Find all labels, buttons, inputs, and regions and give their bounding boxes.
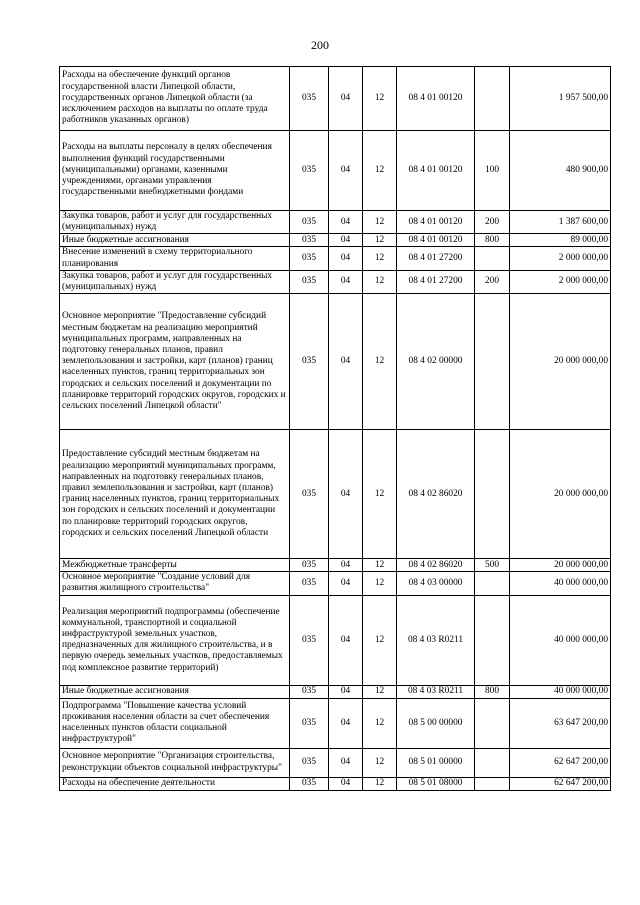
row-section: 04 <box>329 698 363 748</box>
row-amount: 40 000 000,00 <box>510 572 611 595</box>
row-ministry-code: 035 <box>290 595 329 685</box>
row-section: 04 <box>329 234 363 247</box>
row-target-article: 08 4 03 R0211 <box>397 595 475 685</box>
row-subsection: 12 <box>363 247 397 270</box>
row-name: Межбюджетные трансферты <box>60 559 290 572</box>
row-target-article: 08 5 01 00000 <box>397 748 475 777</box>
row-ministry-code: 035 <box>290 234 329 247</box>
row-amount: 20 000 000,00 <box>510 559 611 572</box>
table-row <box>60 777 611 790</box>
row-section: 04 <box>329 131 363 211</box>
row-section: 04 <box>329 270 363 293</box>
row-amount: 2 000 000,00 <box>510 270 611 293</box>
table-row <box>60 247 611 270</box>
row-subsection: 12 <box>363 777 397 790</box>
row-target-article: 08 4 02 86020 <box>397 430 475 559</box>
row-subsection: 12 <box>363 595 397 685</box>
row-name: Основное мероприятие "Создание условий для развития жилищного строительства" <box>60 572 290 595</box>
row-expense-type: 800 <box>475 685 510 698</box>
row-expense-type: 200 <box>475 270 510 293</box>
row-ministry-code: 035 <box>290 748 329 777</box>
row-target-article: 08 4 02 86020 <box>397 559 475 572</box>
row-target-article: 08 4 01 27200 <box>397 247 475 270</box>
row-ministry-code: 035 <box>290 211 329 234</box>
table-row <box>60 572 611 595</box>
row-expense-type: 200 <box>475 211 510 234</box>
row-ministry-code: 035 <box>290 559 329 572</box>
row-expense-type <box>475 698 510 748</box>
row-name: Подпрограмма "Повышение качества условий проживания населения области за счет обеспечения населенных пунктов области социальной инфраструктурой" <box>60 698 290 748</box>
row-amount: 1 387 600,00 <box>510 211 611 234</box>
row-target-article: 08 4 01 00120 <box>397 131 475 211</box>
row-expense-type <box>475 430 510 559</box>
row-name: Иные бюджетные ассигнования <box>60 685 290 698</box>
table-row <box>60 270 611 293</box>
table-row <box>60 748 611 777</box>
budget-table <box>59 66 611 791</box>
row-amount: 40 000 000,00 <box>510 685 611 698</box>
row-ministry-code: 035 <box>290 294 329 430</box>
row-amount: 20 000 000,00 <box>510 430 611 559</box>
budget-table-body <box>60 67 611 791</box>
row-name: Основное мероприятие "Предоставление субсидий местным бюджетам на реализацию мероприятий муниципальных программ, направленных на подготовку генеральных планов, правил землепользования и застройки, карт (планов) границ населенных пунктов, границ территориальных зон городских и сельских поселений и документации по планировке территорий городских округов, городских и сельских поселений Липецкой области" <box>60 294 290 430</box>
row-amount: 62 647 200,00 <box>510 748 611 777</box>
row-target-article: 08 4 02 00000 <box>397 294 475 430</box>
row-amount: 62 647 200,00 <box>510 777 611 790</box>
table-row <box>60 67 611 131</box>
row-section: 04 <box>329 247 363 270</box>
row-ministry-code: 035 <box>290 247 329 270</box>
row-subsection: 12 <box>363 131 397 211</box>
row-amount: 20 000 000,00 <box>510 294 611 430</box>
row-expense-type: 500 <box>475 559 510 572</box>
row-target-article: 08 5 01 08000 <box>397 777 475 790</box>
row-section: 04 <box>329 572 363 595</box>
row-section: 04 <box>329 559 363 572</box>
row-subsection: 12 <box>363 748 397 777</box>
table-row <box>60 595 611 685</box>
row-subsection: 12 <box>363 67 397 131</box>
row-section: 04 <box>329 595 363 685</box>
table-row <box>60 685 611 698</box>
row-name: Закупка товаров, работ и услуг для государственных (муниципальных) нужд <box>60 270 290 293</box>
row-subsection: 12 <box>363 294 397 430</box>
row-ministry-code: 035 <box>290 698 329 748</box>
row-target-article: 08 5 00 00000 <box>397 698 475 748</box>
row-amount: 63 647 200,00 <box>510 698 611 748</box>
row-section: 04 <box>329 430 363 559</box>
row-expense-type <box>475 294 510 430</box>
row-subsection: 12 <box>363 270 397 293</box>
row-ministry-code: 035 <box>290 131 329 211</box>
row-expense-type <box>475 595 510 685</box>
row-section: 04 <box>329 685 363 698</box>
row-target-article: 08 4 03 R0211 <box>397 685 475 698</box>
row-name: Расходы на выплаты персоналу в целях обеспечения выполнения функций государственными (муниципальными) органами, казенными учреждениями, органами управления государственными внебюджетными фондами <box>60 131 290 211</box>
row-expense-type: 800 <box>475 234 510 247</box>
row-amount: 89 000,00 <box>510 234 611 247</box>
row-amount: 480 900,00 <box>510 131 611 211</box>
row-target-article: 08 4 01 00120 <box>397 67 475 131</box>
row-target-article: 08 4 01 00120 <box>397 234 475 247</box>
row-amount: 2 000 000,00 <box>510 247 611 270</box>
row-section: 04 <box>329 748 363 777</box>
row-expense-type <box>475 247 510 270</box>
row-subsection: 12 <box>363 685 397 698</box>
row-name: Закупка товаров, работ и услуг для государственных (муниципальных) нужд <box>60 211 290 234</box>
row-section: 04 <box>329 67 363 131</box>
row-target-article: 08 4 03 00000 <box>397 572 475 595</box>
row-target-article: 08 4 01 27200 <box>397 270 475 293</box>
row-section: 04 <box>329 294 363 430</box>
row-name: Предоставление субсидий местным бюджетам на реализацию мероприятий муниципальных программ, направленных на подготовку генеральных планов, правил землепользования и застройки, карт (планов) границ населенных пунктов, границ территориальных зон городских и сельских поселений и документации по планировке территорий городских округов, городских и сельских поселений Липецкой области <box>60 430 290 559</box>
table-row <box>60 131 611 211</box>
row-amount: 40 000 000,00 <box>510 595 611 685</box>
row-expense-type <box>475 67 510 131</box>
row-name: Расходы на обеспечение функций органов государственной власти Липецкой области, государственных органов Липецкой области (за исключением расходов на выплаты по оплате труда работников указанных органов) <box>60 67 290 131</box>
row-subsection: 12 <box>363 430 397 559</box>
row-ministry-code: 035 <box>290 67 329 131</box>
row-name: Реализация мероприятий подпрограммы (обеспечение коммунальной, транспортной и социальной инфраструктурой земельных участков, предназначенных для жилищного строительства, и в первую очередь земельных участков, предоставляемых под комплексное развитие территорий) <box>60 595 290 685</box>
table-row <box>60 294 611 430</box>
row-section: 04 <box>329 777 363 790</box>
table-row <box>60 559 611 572</box>
row-ministry-code: 035 <box>290 270 329 293</box>
row-expense-type: 100 <box>475 131 510 211</box>
row-amount: 1 957 500,00 <box>510 67 611 131</box>
table-row <box>60 211 611 234</box>
row-target-article: 08 4 01 00120 <box>397 211 475 234</box>
row-ministry-code: 035 <box>290 685 329 698</box>
row-ministry-code: 035 <box>290 777 329 790</box>
row-ministry-code: 035 <box>290 572 329 595</box>
row-expense-type <box>475 572 510 595</box>
row-name: Внесение изменений в схему территориального планирования <box>60 247 290 270</box>
row-name: Основное мероприятие "Организация строительства, реконструкции объектов социальной инфраструктуры" <box>60 748 290 777</box>
row-expense-type <box>475 777 510 790</box>
row-subsection: 12 <box>363 559 397 572</box>
row-expense-type <box>475 748 510 777</box>
row-subsection: 12 <box>363 572 397 595</box>
table-row <box>60 698 611 748</box>
row-section: 04 <box>329 211 363 234</box>
table-row <box>60 234 611 247</box>
row-ministry-code: 035 <box>290 430 329 559</box>
row-subsection: 12 <box>363 211 397 234</box>
row-name: Расходы на обеспечение деятельности <box>60 777 290 790</box>
table-row <box>60 430 611 559</box>
page-number: 200 <box>311 38 329 52</box>
row-subsection: 12 <box>363 234 397 247</box>
row-subsection: 12 <box>363 698 397 748</box>
row-name: Иные бюджетные ассигнования <box>60 234 290 247</box>
